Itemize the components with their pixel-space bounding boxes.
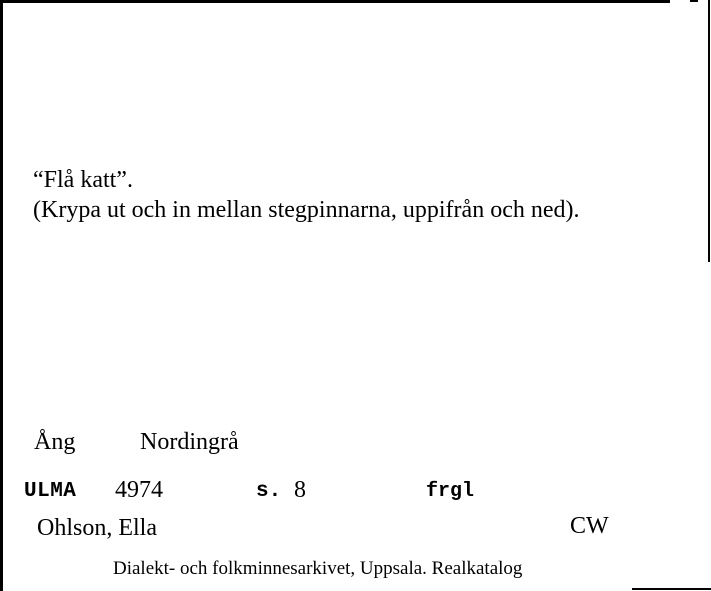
archive-code: ULMA [24,480,77,503]
card-border-right [708,0,710,262]
archive-footer: Dialekt- och folkminnesarkivet, Uppsala. Realkatalog [113,558,523,579]
card-border-top-mark [690,0,698,2]
card-border-top [0,0,670,3]
record-number: 4974 [115,477,163,503]
card-border-bottom [632,588,711,590]
page-number: 8 [294,477,306,503]
category-code: frgl [426,480,475,503]
recorder-initials: CW [570,513,609,539]
card-border-left [0,0,3,591]
parish: Nordingrå [140,429,239,455]
card-title: “Flå katt”. [33,167,133,193]
card-description: (Krypa ut och in mellan stegpinnarna, uppifrån och ned). [33,197,580,223]
province: Ång [34,429,76,455]
informant-name: Ohlson, Ella [37,515,157,541]
page-label: s. [256,480,282,503]
